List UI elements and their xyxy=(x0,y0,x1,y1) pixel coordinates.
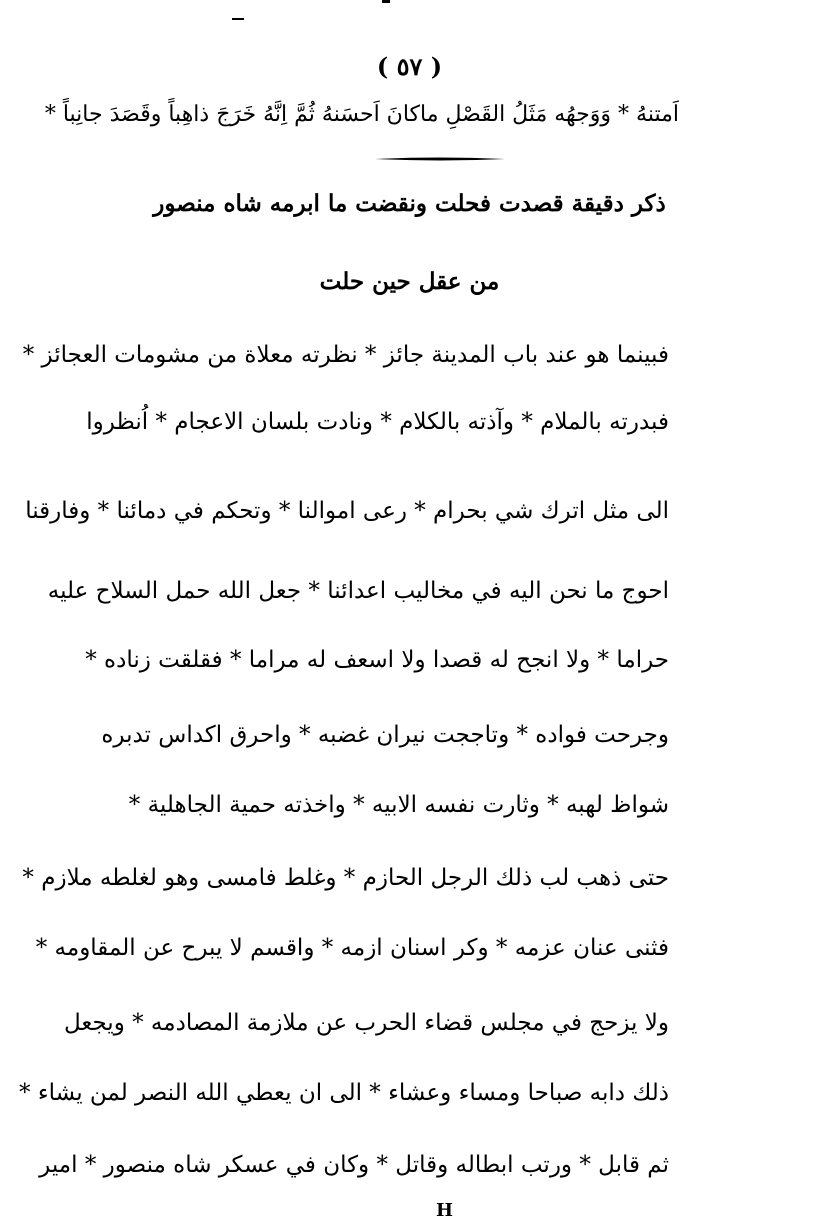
body-line: شواظ لهبه * وثارت نفسه الابيه * واخذته حمية الجاهلية * xyxy=(128,792,669,818)
body-line: فبدرته بالملام * وآذته بالكلام * ونادت بلسان الاعجام * اُنظروا xyxy=(86,409,669,435)
ink-smudge xyxy=(382,0,390,3)
ink-smudge xyxy=(232,18,244,20)
section-subheading: من عقل حين حلت xyxy=(319,268,500,295)
signature-mark: H xyxy=(436,1200,454,1221)
body-line: الى مثل اترك شي بحرام * رعى اموالنا * وتحكم في دمائنا * وفارقنا xyxy=(25,498,669,524)
body-line: وجرحت فواده * وتاججت نيران غضبه * واحرق اكداس تدبره xyxy=(101,722,669,748)
body-line: ذلك دابه صباحا ومساء وعشاء * الى ان يعطي الله النصر لمن يشاء * xyxy=(19,1080,669,1106)
body-line: حتى ذهب لب ذلك الرجل الحازم * وغلط فامسى وهو لغلطه ملازم * xyxy=(22,865,669,891)
body-line: فثنى عنان عزمه * وكر اسنان ازمه * واقسم لا يبرح عن المقاومه * xyxy=(35,935,669,961)
page-number: ( ٥٧ ) xyxy=(376,52,443,81)
continuation-line: اَمتنهُ * وَوَجهُه مَثَلُ القَصْلِ ماكانَ اَحسَنهُ ثُمَّ اِنَّهُ خَرَجَ ذاهِباً وقَصَدَ جانِباً * xyxy=(44,102,679,127)
body-line: ثم قابل * ورتب ابطاله وقاتل * وكان في عسكر شاه منصور * امير xyxy=(39,1152,669,1178)
divider-ornament xyxy=(375,156,505,162)
body-line: ولا يزحج في مجلس قضاء الحرب عن ملازمة المصادمه * ويجعل xyxy=(63,1010,669,1036)
section-heading: ذكر دقيقة قصدت فحلت ونقضت ما ابرمه شاه منصور xyxy=(153,190,666,217)
body-line: احوج ما نحن اليه في مخاليب اعدائنا * جعل الله حمل السلاح عليه xyxy=(47,578,669,604)
body-line: حراما * ولا انجح له قصدا ولا اسعف له مراما * فقلقت زناده * xyxy=(85,647,669,673)
body-line: فبينما هو عند باب المدينة جائز * نظرته معلاة من مشومات العجائز * xyxy=(22,342,669,368)
